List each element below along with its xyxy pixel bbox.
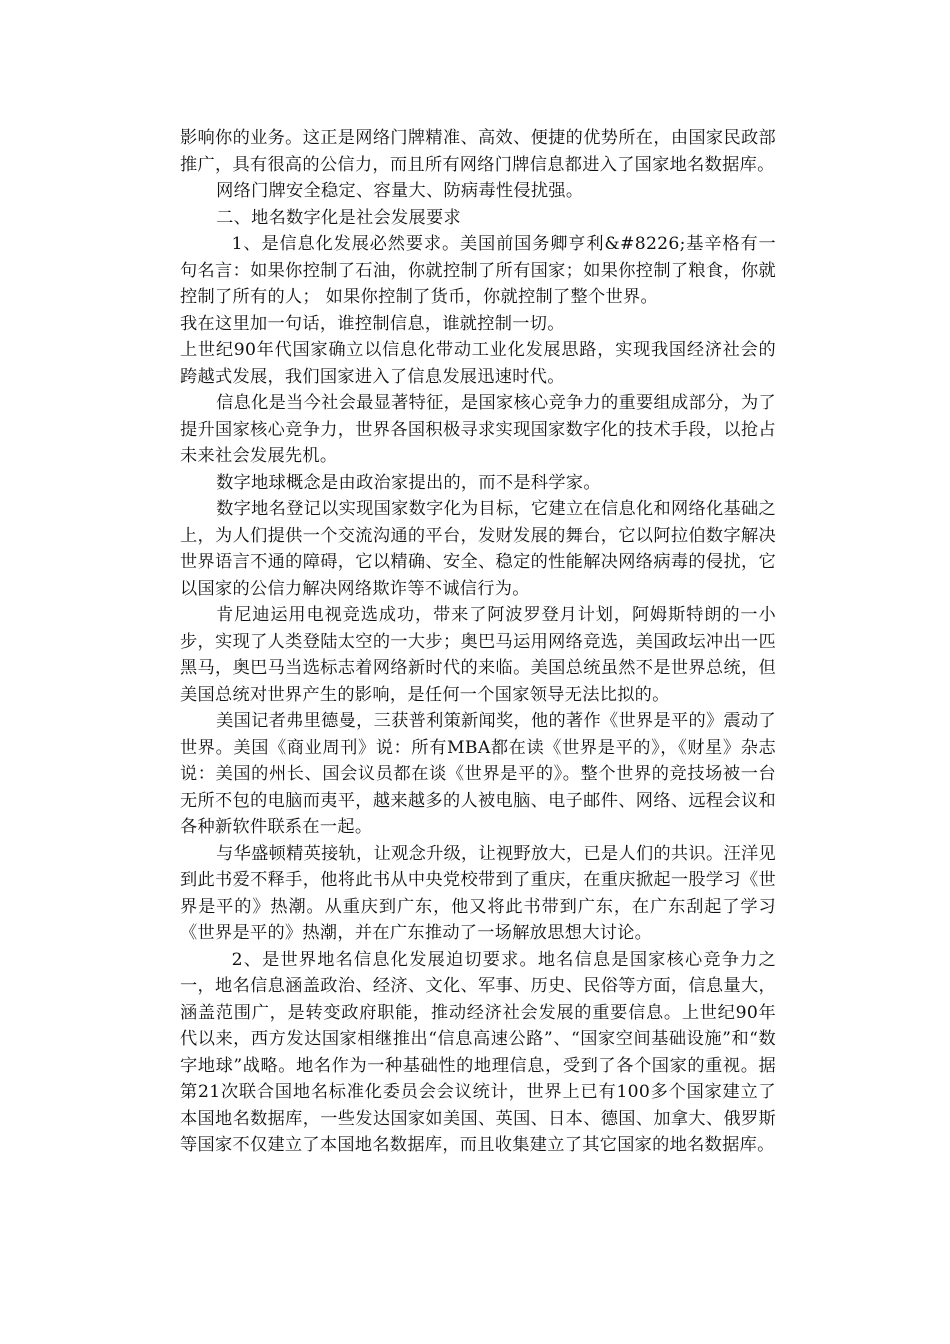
paragraph-9: 数字地名登记以实现国家数字化为目标，它建立在信息化和网络化基础之上，为人们提供一个交流沟通的平台，发财发展的舞台，它以阿拉伯数字解决世界语言不通的障碍，它以精确、安全、稳定的性能解决网络病毒的侵扰，它以国家的公信力解决网络欺诈等不诚信行为。 bbox=[180, 499, 776, 599]
section-heading: 二、地名数字化是社会发展要求 bbox=[216, 207, 461, 228]
paragraph-4: 1、是信息化发展必然要求。美国前国务卿亨利&#8226;基辛格有一句名言：如果你控制了石油，你就控制了所有国家；如果你控制了粮食，你就控制了所有的人； 如果你控制了货币，你就控制了整个世界。 bbox=[180, 234, 776, 307]
paragraph-2: 网络门牌安全稳定、容量大、防病毒性侵扰强。 bbox=[216, 181, 584, 201]
paragraph-11: 美国记者弗里德曼，三获普利策新闻奖，他的著作《世界是平的》震动了世界。美国《商业周刊》说：所有MBA都在读《世界是平的》，《财星》杂志说：美国的州长、国会议员都在谈《世界是平的》。整个世界的竞技场被一台无所不包的电脑而夷平，越来越多的人被电脑、电子邮件、网络、远程会议和各种新软件联系在一起。 bbox=[180, 711, 776, 837]
paragraph-8: 数字地球概念是由政治家提出的，而不是科学家。 bbox=[216, 472, 601, 493]
document-body bbox=[180, 125, 776, 1159]
paragraph-6: 上世纪90年代国家确立以信息化带动工业化发展思路，实现我国经济社会的跨越式发展，我们国家进入了信息发展迅速时代。 bbox=[180, 340, 776, 387]
paragraph-5: 我在这里加一句话，谁控制信息，谁就控制一切。 bbox=[180, 313, 565, 334]
paragraph-10: 肯尼迪运用电视竞选成功，带来了阿波罗登月计划，阿姆斯特朗的一小步，实现了人类登陆太空的一大步；奥巴马运用网络竞选，美国政坛冲出一匹黑马，奥巴马当选标志着网络新时代的来临。美国总统虽然不是世界总统，但美国总统对世界产生的影响，是任何一个国家领导无法比拟的。 bbox=[180, 605, 776, 705]
paragraph-7: 信息化是当今社会最显著特征，是国家核心竞争力的重要组成部分，为了提升国家核心竞争力，世界各国积极寻求实现国家数字化的技术手段，以抢占未来社会发展先机。 bbox=[180, 393, 776, 466]
paragraph-13: 2、是世界地名信息化发展迫切要求。地名信息是国家核心竞争力之一，地名信息涵盖政治、经济、文化、军事、历史、民俗等方面，信息量大，涵盖范围广，是转变政府职能，推动经济社会发展的重要信息。上世纪90年代以来，西方发达国家相继推出“信息高速公路”、“国家空间基础设施”和“数字地球”战略。地名作为一种基础性的地理信息，受到了各个国家的重视。据第21次联合国地名标准化委员会会议统计，世界上已有100多个国家建立了本国地名数据库，一些发达国家如美国、英国、日本、德国、加拿大、俄罗斯等国家不仅建立了本国地名数据库，而且收集建立了其它国家的地名数据库。 bbox=[180, 949, 776, 1155]
paragraph-12: 与华盛顿精英接轨，让观念升级，让视野放大，已是人们的共识。汪洋见到此书爱不释手，他将此书从中央党校带到了重庆，在重庆掀起一股学习《世界是平的》热潮。从重庆到广东，他又将此书带到广东，在广东刮起了学习《世界是平的》热潮，并在广东推动了一场解放思想大讨论。 bbox=[180, 843, 776, 943]
paragraph-1: 影响你的业务。这正是网络门牌精准、高效、便捷的优势所在，由国家民政部推广，具有很高的公信力，而且所有网络门牌信息都进入了国家地名数据库。 bbox=[180, 128, 776, 175]
